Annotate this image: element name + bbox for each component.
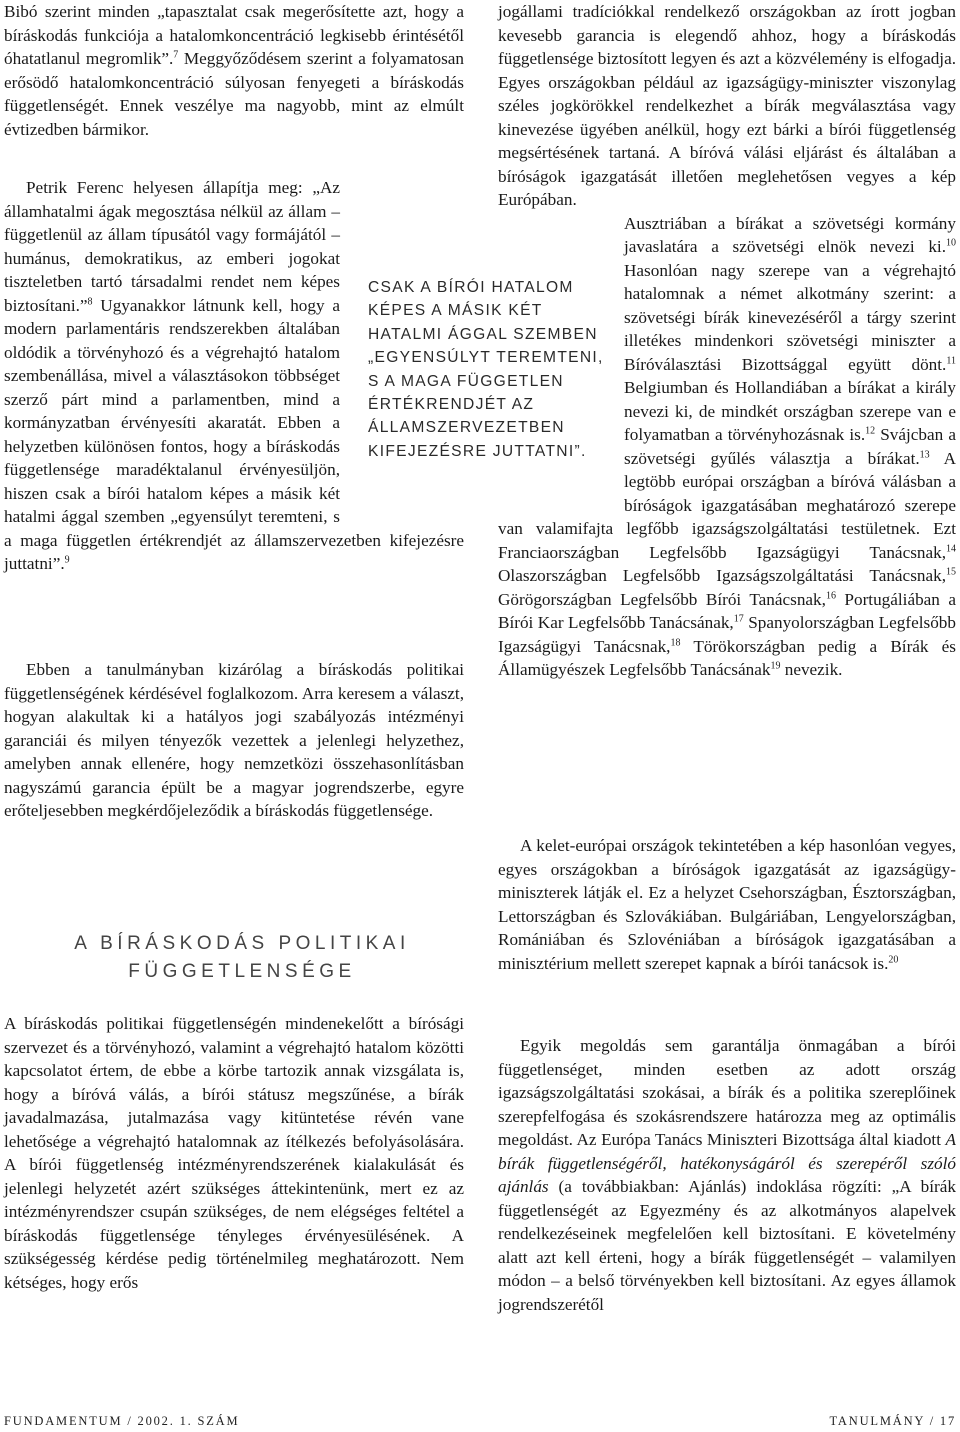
pull-quote: CSAK A BÍRÓI HATALOM KÉPES A MÁSIK KÉT HATALMI ÁGGAL SZEMBEN „EGYENSÚLYT TEREMTENI, S A MAGA FÜGGETLEN ÉRTÉKRENDJÉT AZ ÁLLAMSZERVEZETBEN KIFEJEZÉSRE JUTTATNI”. bbox=[368, 279, 604, 460]
footnote-ref: 13 bbox=[919, 448, 930, 460]
footnote-ref: 9 bbox=[64, 554, 70, 566]
text-run: Bibó szerint minden „tapasztalat csak megerősítette azt, hogy a bíráskodás funkciója a hatalomkoncentráció legkisebb érintésétől óhatatlanul megromlik”. bbox=[4, 2, 464, 68]
text-run: Törökországban pedig a Bírák és Államügyészek Legfelsőbb Tanácsának bbox=[498, 636, 956, 679]
text-run: Hasonlóan nagy szerepe van a végrehajtó hatalomnak a német alkotmány szerint: a szövetségi bírák kinevezéséről a tárgy szerint illetékes mindenkori szövetségi miniszter a Bíróválasztási Bizottsággal együtt dönt. bbox=[624, 260, 956, 374]
right-paragraph-1 bbox=[498, 0, 956, 682]
footnote-ref: 15 bbox=[946, 566, 956, 578]
footnote-ref: 19 bbox=[770, 660, 781, 672]
text-run: (a továbbiakban: Ajánlás) indoklása rögzíti: „A bírák függetlenségét az Egyezmény és az alkotmányos alapelvek rendelkezéseinek megfelelően kell biztosítani. E követelmény alatt azt kell érteni, hogy a bírák függetlenségét – valamilyen módon – a belső törvényekben kell biztosítani. Az egyes államok jogrendszerétől bbox=[498, 1177, 956, 1314]
footnote-ref: 20 bbox=[888, 953, 899, 965]
pull-quote-float-right bbox=[496, 212, 624, 496]
footnote-ref: 7 bbox=[173, 49, 179, 61]
right-paragraph-3 bbox=[498, 1034, 956, 1316]
text-run: Svájcban a szövetségi gyűlés választja a bírákat. bbox=[624, 425, 956, 468]
text-run: Görögországban Legfelsőbb Bírói Tanácsnak, bbox=[498, 589, 826, 609]
text-run: A legtöbb európai országban a bíróvá válásban a bíróságok igazgatásában meghatározó szerepe van valamifajta legfőbb igazságszolgáltatási testületnek. Ezt Franciaországban Legfelsőbb Igazságügyi Tanácsnak, bbox=[498, 448, 956, 562]
italic-title: A bírák függetlenségéről, hatékonyságáról és szerepéről szóló ajánlás bbox=[498, 1130, 956, 1196]
text-run: Portugáliában a Bírói Kar Legfelsőbb Tanácsának, bbox=[498, 589, 957, 632]
footer-journal: FUNDAMENTUM / 2002. 1. SZÁM bbox=[4, 1414, 240, 1428]
left-paragraph-4: A bíráskodás politikai függetlenségén mindenekelőtt a bírósági szervezet és a törvényhozó, valamint a végrehajtó hatalom közötti kapcsolatot értem, de ebbe a körbe tartozik annak vizsgálata is, hogy a bíróvá válás, a bírói státusz megszűnése, a bírák javadalmazása, jutalmazása vagy kitüntetése révén vane lehetősége a végrehajtó hatalomnak az ítélkezés befolyásolására. A bírói függetlenség intézményrendszerének kialakulását és jelenlegi helyzetét azért szükséges áttekintenünk, mert ez az intézményrendszer csupán szükséges, de nem elégséges feltétel a bíráskodás függetlensége tényleges érvényesülésének. A szükségesség kérdése pedig történelmileg meghatározott. Nem kétséges, hogy erős bbox=[4, 1014, 464, 1292]
text-run: Ugyanakkor látnunk kell, hogy a modern parlamentáris rendszerekben általában oldódik a törvényhozó és a végrehajtó hatalom szembenállása, mivel a választásokon többséget szerző párt mind a parlamentben, mind a kormányzatban érvényesíti akaratát. Ebben a helyzetben különösen fontos, hogy a bíráskodás függetlensége maradéktalanul érvényesüljön, hiszen csak a bírói hatalom képes a másik két hatalmi ággal szemben „egyensúlyt teremteni, s a maga független értékrendjét az államszervezetben kifejezésre juttatni”. bbox=[4, 295, 464, 573]
text-run: Belgiumban és Hollandiában a bírákat a király nevezi ki, de mindkét országban szerepe van e folyamatban a törvényhozásnak is. bbox=[624, 378, 956, 444]
text-run: A kelet-európai országok tekintetében a kép hasonlóan vegyes, egyes országokban a bíróságok igazgatását az igazságügy-miniszterek látják el. Ez a helyzet Csehországban, Észtországban, Lettországban és Szlovákiában. Bulgáriában, Lengyelországban, Romániában és Szlovéniában a bíróságok igazgatásában a minisztérium mellett szerepet kapnak a bírói tanácsok is. bbox=[498, 836, 956, 973]
right-paragraph-2 bbox=[498, 834, 956, 975]
text-run: Petrik Ferenc helyesen állapítja meg: „Az államhatalmi ágak megosztása nélkül az állam – függetlenül az állam típusától vagy formájától – humánus, demokratikus, az emberi jogokat tiszteletben tartó társadalmi rendet nem képes biztosítani.” bbox=[4, 178, 340, 315]
left-paragraph-1 bbox=[4, 0, 464, 141]
footnote-ref: 11 bbox=[946, 354, 956, 366]
footnote-ref: 8 bbox=[87, 295, 93, 307]
text-run: Ausztriában a bírákat a szövetségi kormány javaslatára a szövetségi elnök nevezi ki. bbox=[624, 213, 956, 256]
left-paragraph-3: Ebben a tanulmányban kizárólag a bíráskodás politikai függetlenségének kérdésével foglalkozom. Arra keresem a választ, hogyan alakultak ki a hatályos jogi szabályozás intézményi garanciái és milyen tényezők vezettek a jelenlegi helyzethez, amelyben annak ellenére, hogy nemzetközi összehasonlításban nagyszámú garancia épült be a magyar jogrendszerbe, egyre erőteljesebben megkérdőjeleződik a bíráskodás függetlensége. bbox=[4, 660, 464, 820]
text-run: Olaszországban Legfelsőbb Igazságszolgáltatási Tanácsnak, bbox=[498, 566, 946, 585]
footer-page: TANULMÁNY / 17 bbox=[829, 1414, 956, 1428]
text-run: jogállami tradíciókkal rendelkező országokban az írott jogban kevesebb garancia is elegendő ahhoz, hogy a bíráskodás függetlensége biztosított legyen és azt a közvélemény is elfogadja. Egyes országokban például az igazságügy-miniszter viszonylag széles jogkörökkel rendelkezhet a bírák megválasztása vagy kinevezése ügyében anélkül, hogy ezt bárki a bírói függetlenség megsértésének tartaná. A bíróvá válási eljárást és általában a bíróságok igazgatását illetően meglehetősen vegyes a kép Európában. bbox=[498, 2, 956, 209]
section-heading: A BÍRÁSKODÁS POLITIKAI FÜGGETLENSÉGE bbox=[74, 933, 410, 982]
footnote-ref: 10 bbox=[946, 237, 956, 249]
footnote-ref: 14 bbox=[946, 542, 956, 554]
footnote-ref: 16 bbox=[825, 589, 836, 601]
footnote-ref: 17 bbox=[733, 613, 744, 625]
text-run: Egyik megoldás sem garantálja önmagában a bírói függetlenséget, minden esetben az adott ország igazságszolgáltatási szokásai, a bírák és a politika szereplőinek szerepfelfogása és szokásrendszere határozza meg az optimális megoldást. Az Európa Tanács Miniszteri Bizottsága által kiadott bbox=[498, 1036, 956, 1149]
footnote-ref: 12 bbox=[865, 425, 876, 437]
text-run: nevezik. bbox=[780, 660, 843, 679]
text-run: Meggyőződésem szerint a folyamatosan erősödő hatalomkoncentráció súlyosan fenyegeti a bíráskodás függetlenségét. Ennek veszélye ma nagyobb, mint az elmúlt évtizedben bármikor. bbox=[4, 49, 464, 139]
footnote-ref: 18 bbox=[670, 636, 681, 648]
text-run: Spanyolországban Legfelsőbb Igazságügyi Tanácsnak, bbox=[498, 613, 956, 656]
